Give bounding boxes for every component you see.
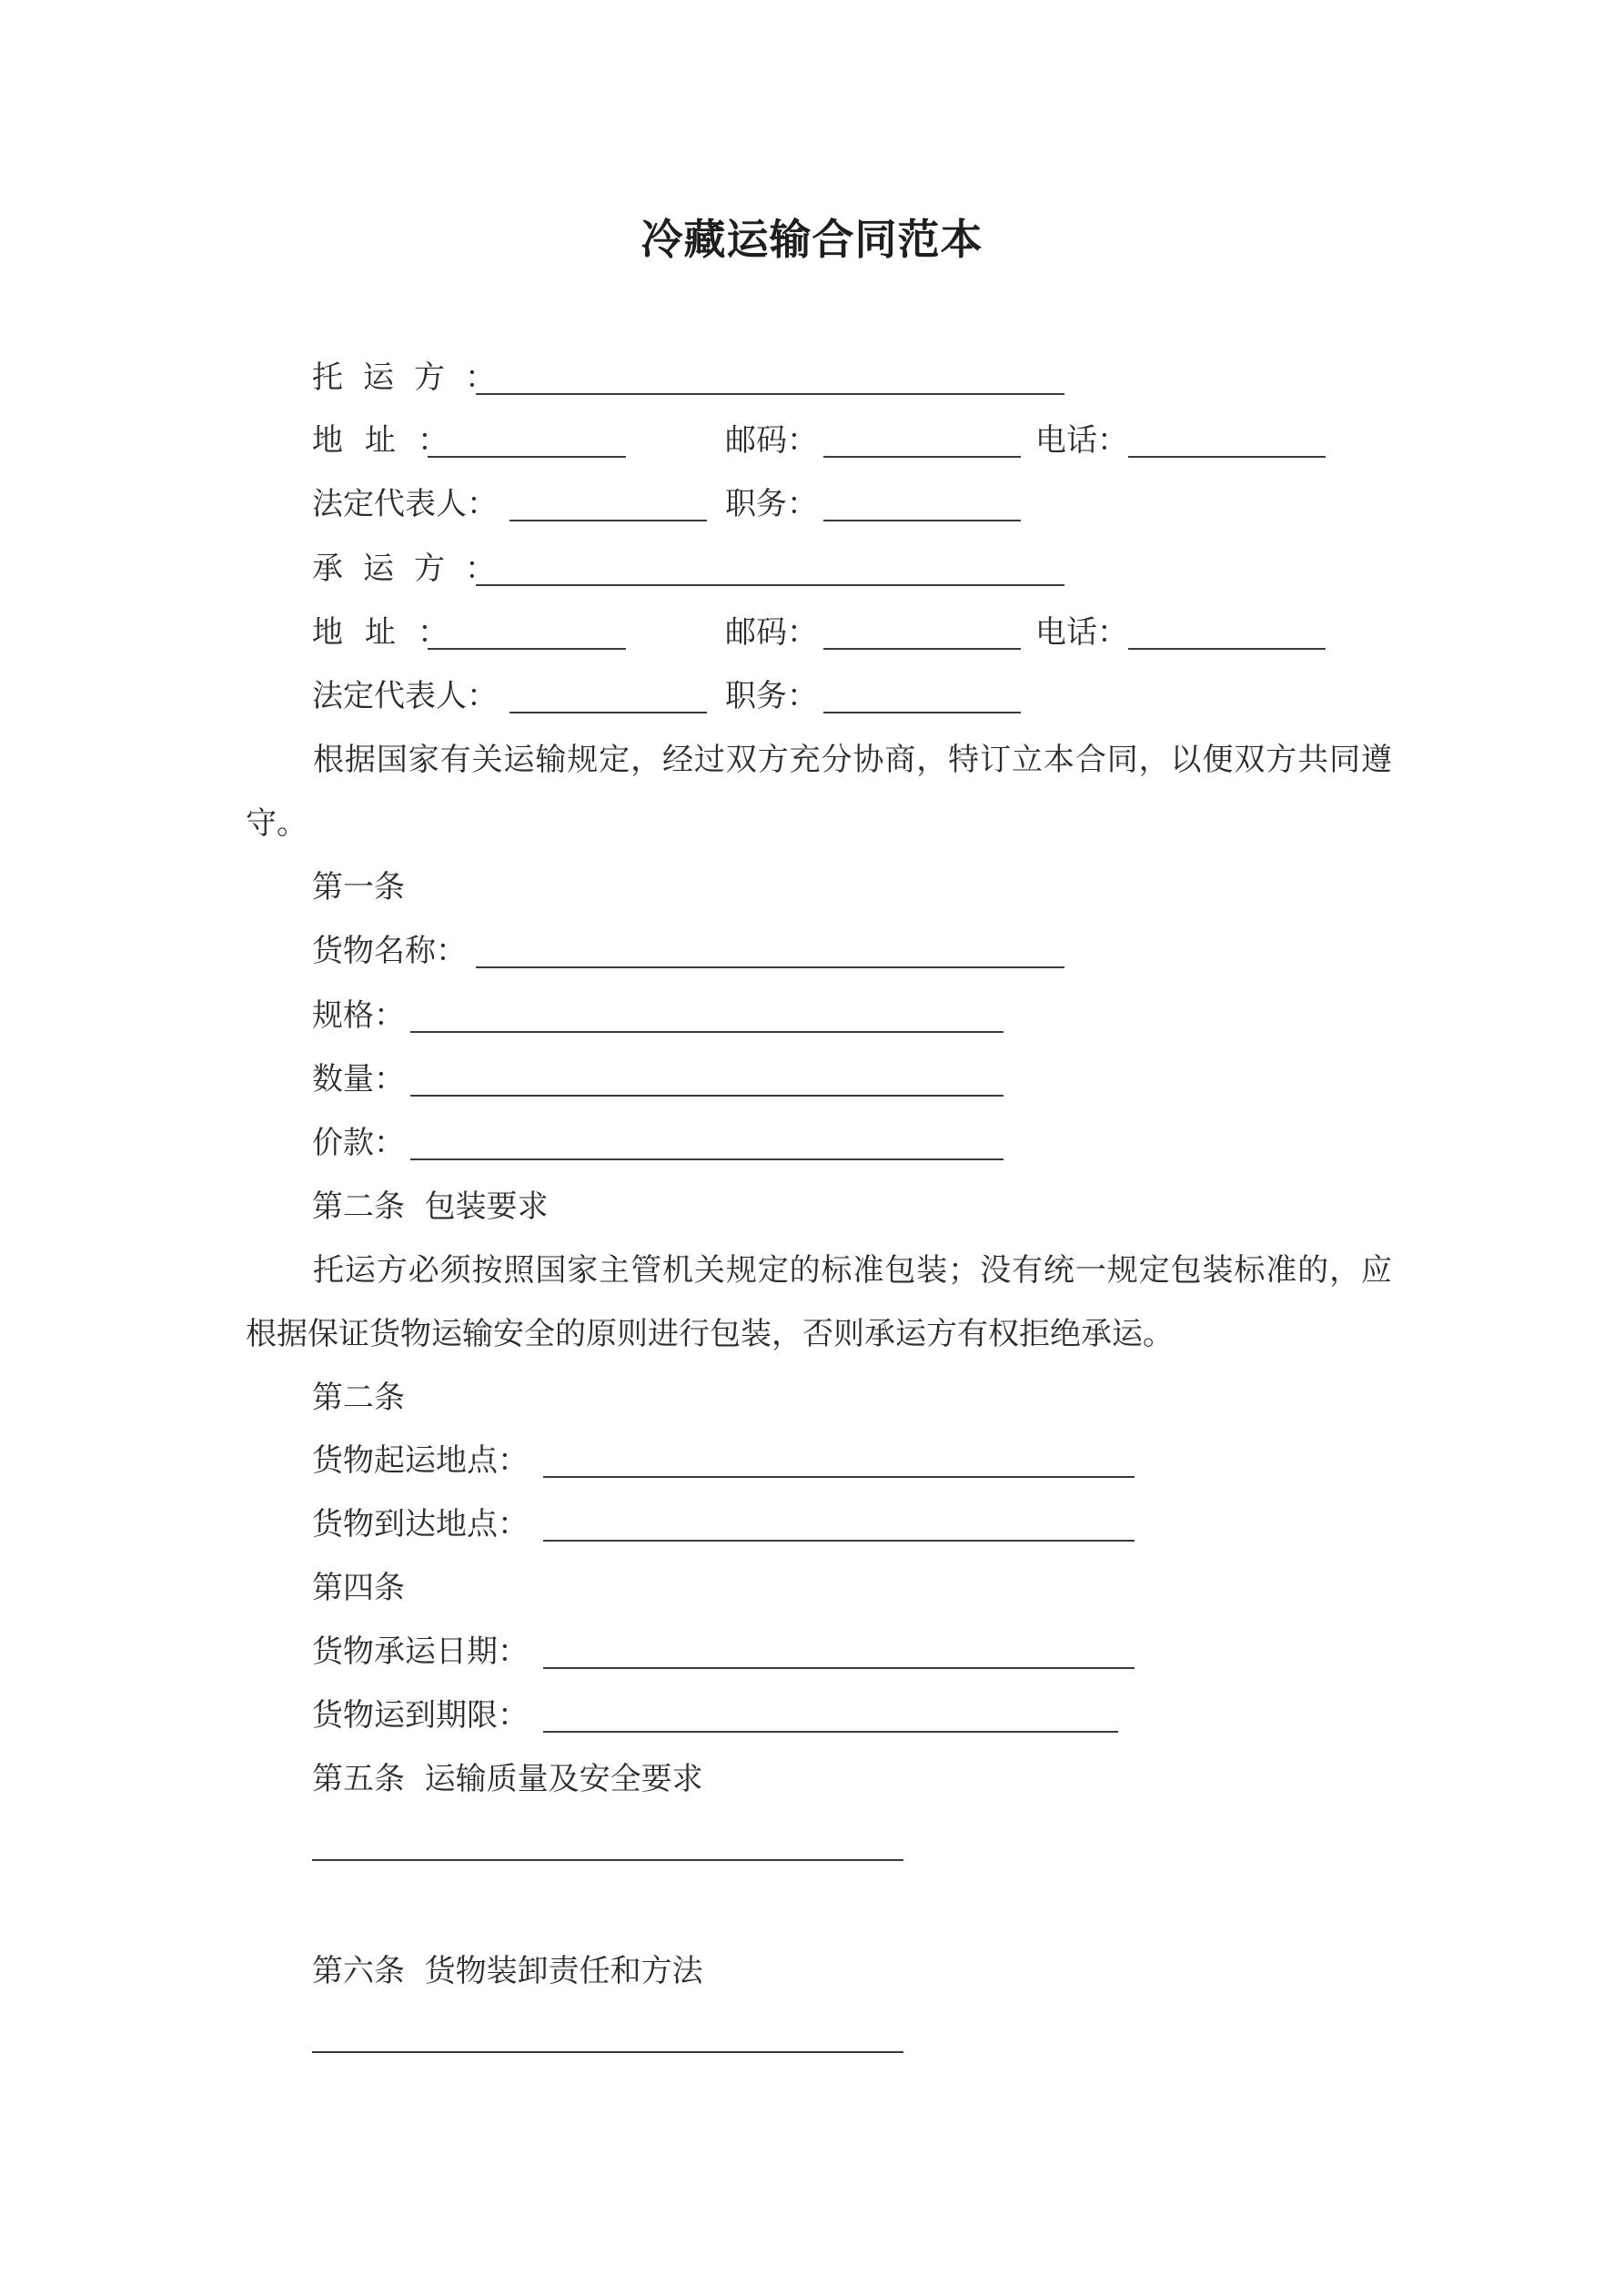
shipper-phone-label: 电话： [1035, 422, 1128, 459]
goods-name-blank[interactable] [476, 966, 1064, 968]
origin-label: 货物起运地点： [312, 1442, 529, 1479]
carrier-postcode-blank[interactable] [823, 648, 1021, 650]
shipper-postcode-blank[interactable] [823, 456, 1021, 458]
carrier-position-label: 职务： [725, 678, 818, 714]
shipper-blank[interactable] [476, 393, 1064, 395]
document-title: 冷藏运输合同范本 [641, 215, 983, 264]
article1-heading: 第一条 [312, 869, 405, 905]
origin-blank[interactable] [543, 1476, 1135, 1478]
article4-heading: 第四条 [312, 1570, 405, 1606]
shipper-label: 托运方： [312, 359, 516, 396]
carrier-blank[interactable] [476, 584, 1064, 586]
carrier-rep-label: 法定代表人： [312, 678, 498, 714]
shipper-address-label: 地址： [312, 422, 470, 459]
article6-heading: 第六条 货物装卸责任和方法 [312, 1953, 703, 1989]
destination-label: 货物到达地点： [312, 1506, 529, 1542]
price-blank[interactable] [410, 1158, 1004, 1160]
shipper-rep-blank[interactable] [509, 520, 707, 521]
spec-label: 规格： [312, 997, 405, 1034]
carrier-phone-label: 电话： [1035, 614, 1128, 651]
goods-name-label: 货物名称： [312, 933, 467, 969]
carrier-phone-blank[interactable] [1128, 648, 1326, 650]
carrier-position-blank[interactable] [823, 712, 1021, 713]
shipper-phone-blank[interactable] [1128, 456, 1326, 458]
shipping-date-label: 货物承运日期： [312, 1633, 529, 1670]
article2-paragraph: 托运方必须按照国家主管机关规定的标准包装；没有统一规定包装标准的，应根据保证货物运输安全的原则进行包装，否则承运方有权拒绝承运。 [246, 1252, 1392, 1352]
carrier-address-label: 地址： [312, 614, 470, 651]
shipper-position-blank[interactable] [823, 520, 1021, 521]
article5-blank[interactable] [312, 1859, 903, 1861]
shipper-postcode-label: 邮码： [725, 422, 818, 459]
article2-heading: 第二条 包装要求 [312, 1188, 549, 1225]
preamble-paragraph: 根据国家有关运输规定，经过双方充分协商，特订立本合同，以便双方共同遵守。 [246, 742, 1392, 842]
carrier-address-blank[interactable] [428, 648, 626, 650]
shipper-rep-label: 法定代表人： [312, 486, 498, 522]
carrier-rep-blank[interactable] [509, 712, 707, 713]
deadline-blank[interactable] [543, 1731, 1118, 1733]
quantity-label: 数量： [312, 1061, 405, 1097]
article5-heading: 第五条 运输质量及安全要求 [312, 1761, 703, 1797]
deadline-label: 货物运到期限： [312, 1697, 529, 1734]
price-label: 价款： [312, 1125, 405, 1161]
destination-blank[interactable] [543, 1540, 1135, 1542]
shipping-date-blank[interactable] [543, 1667, 1135, 1669]
article3-heading: 第二条 [312, 1380, 405, 1416]
shipper-position-label: 职务： [725, 486, 818, 522]
spec-blank[interactable] [410, 1031, 1004, 1033]
quantity-blank[interactable] [410, 1095, 1004, 1097]
carrier-label: 承运方： [312, 551, 516, 587]
shipper-address-blank[interactable] [428, 456, 626, 458]
carrier-postcode-label: 邮码： [725, 614, 818, 651]
article6-blank[interactable] [312, 2051, 903, 2053]
